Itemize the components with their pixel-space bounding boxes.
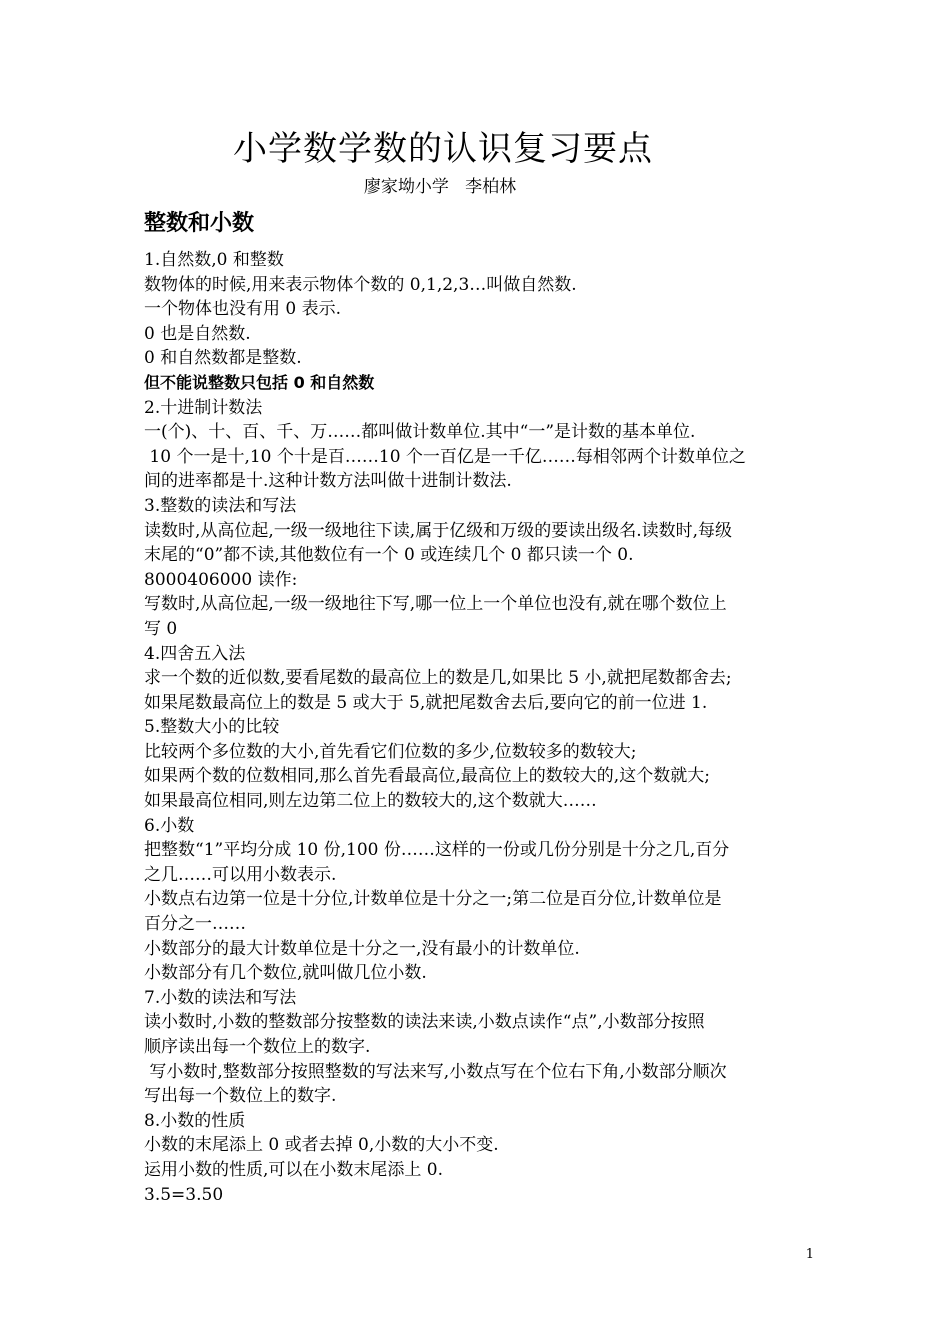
paragraph-line: 数物体的时候,用来表示物体个数的 0,1,2,3…叫做自然数. [144,274,577,295]
emphasis-line: 但不能说整数只包括 0 和自然数 [144,372,375,392]
paragraph-line: 8000406000 读作: [144,569,298,590]
paragraph-line: 6.小数 [144,815,195,836]
paragraph-line: 2.十进制计数法 [144,397,263,418]
paragraph-line: 比较两个多位数的大小,首先看它们位数的多少,位数较多的数较大; [144,741,637,762]
paragraph-line: 间的进率都是十.这种计数方法叫做十进制计数法. [144,471,512,492]
paragraph-line: 运用小数的性质,可以在小数末尾添上 0. [144,1159,444,1180]
paragraph-line: 写出每一个数位上的数字. [144,1086,337,1107]
paragraph-line: 末尾的“0”都不读,其他数位有一个 0 或连续几个 0 都只读一个 0. [144,545,634,566]
paragraph-line: 4.四舍五入法 [144,643,246,664]
paragraph-line: 顺序读出每一个数位上的数字. [144,1037,371,1057]
paragraph-line: 10 个一是十,10 个十是百……10 个一百亿是一千亿……每相邻两个计数单位之 [144,446,746,467]
paragraph-line: 写小数时,整数部分按照整数的写法来写,小数点写在个位右下角,小数部分顺次 [144,1061,727,1082]
page-number: 1 [805,1247,814,1262]
paragraph-line: 1.自然数,0 和整数 [144,250,284,270]
paragraph-line: 读数时,从高位起,一级一级地往下读,属于亿级和万级的要读出级名.读数时,每级 [144,520,733,541]
paragraph-line: 如果尾数最高位上的数是 5 或大于 5,就把尾数舍去后,要向它的前一位进 1. [144,692,708,713]
author-line: 廖家坳小学 李柏林 [363,177,517,197]
paragraph-line: 3.整数的读法和写法 [144,495,297,516]
document-body [144,248,816,1207]
paragraph-line: 写 0 [144,618,178,639]
paragraph-line: 一个物体也没有用 0 表示. [144,299,342,320]
document-title: 小学数学数的认识复习要点 [233,129,653,169]
paragraph-line: 一(个)、十、百、千、万……都叫做计数单位.其中“一”是计数的基本单位. [144,422,696,443]
paragraph-line: 7.小数的读法和写法 [144,987,297,1008]
paragraph-line: 3.5=3.50 [144,1184,224,1205]
paragraph-line: 0 也是自然数. [144,323,251,344]
paragraph-line: 读小数时,小数的整数部分按整数的读法来读,小数点读作“点”,小数部分按照 [144,1012,705,1033]
paragraph-line: 0 和自然数都是整数. [144,348,302,369]
paragraph-line: 小数部分的最大计数单位是十分之一,没有最小的计数单位. [144,938,580,959]
paragraph-line: 求一个数的近似数,要看尾数的最高位上的数是几,如果比 5 小,就把尾数都舍去; [144,668,732,689]
paragraph-line: 百分之一…… [144,914,246,935]
paragraph-line: 之几……可以用小数表示. [144,864,337,885]
paragraph-line: 小数的末尾添上 0 或者去掉 0,小数的大小不变. [144,1135,499,1156]
paragraph-line: 把整数“1”平均分成 10 份,100 份……这样的一份或几份分别是十分之几,百分 [144,840,730,861]
paragraph-line: 小数部分有几个数位,就叫做几位小数. [144,963,427,984]
section-heading: 整数和小数 [144,211,255,236]
paragraph-line: 5.整数大小的比较 [144,717,280,738]
paragraph-line: 如果两个数的位数相同,那么首先看最高位,最高位上的数较大的,这个数就大; [144,766,710,787]
paragraph-line: 如果最高位相同,则左边第二位上的数较大的,这个数就大…… [144,791,597,812]
paragraph-line: 写数时,从高位起,一级一级地往下写,哪一位上一个单位也没有,就在哪个数位上 [144,594,727,615]
paragraph-line: 8.小数的性质 [144,1110,246,1131]
paragraph-line: 小数点右边第一位是十分位,计数单位是十分之一;第二位是百分位,计数单位是 [144,889,722,910]
